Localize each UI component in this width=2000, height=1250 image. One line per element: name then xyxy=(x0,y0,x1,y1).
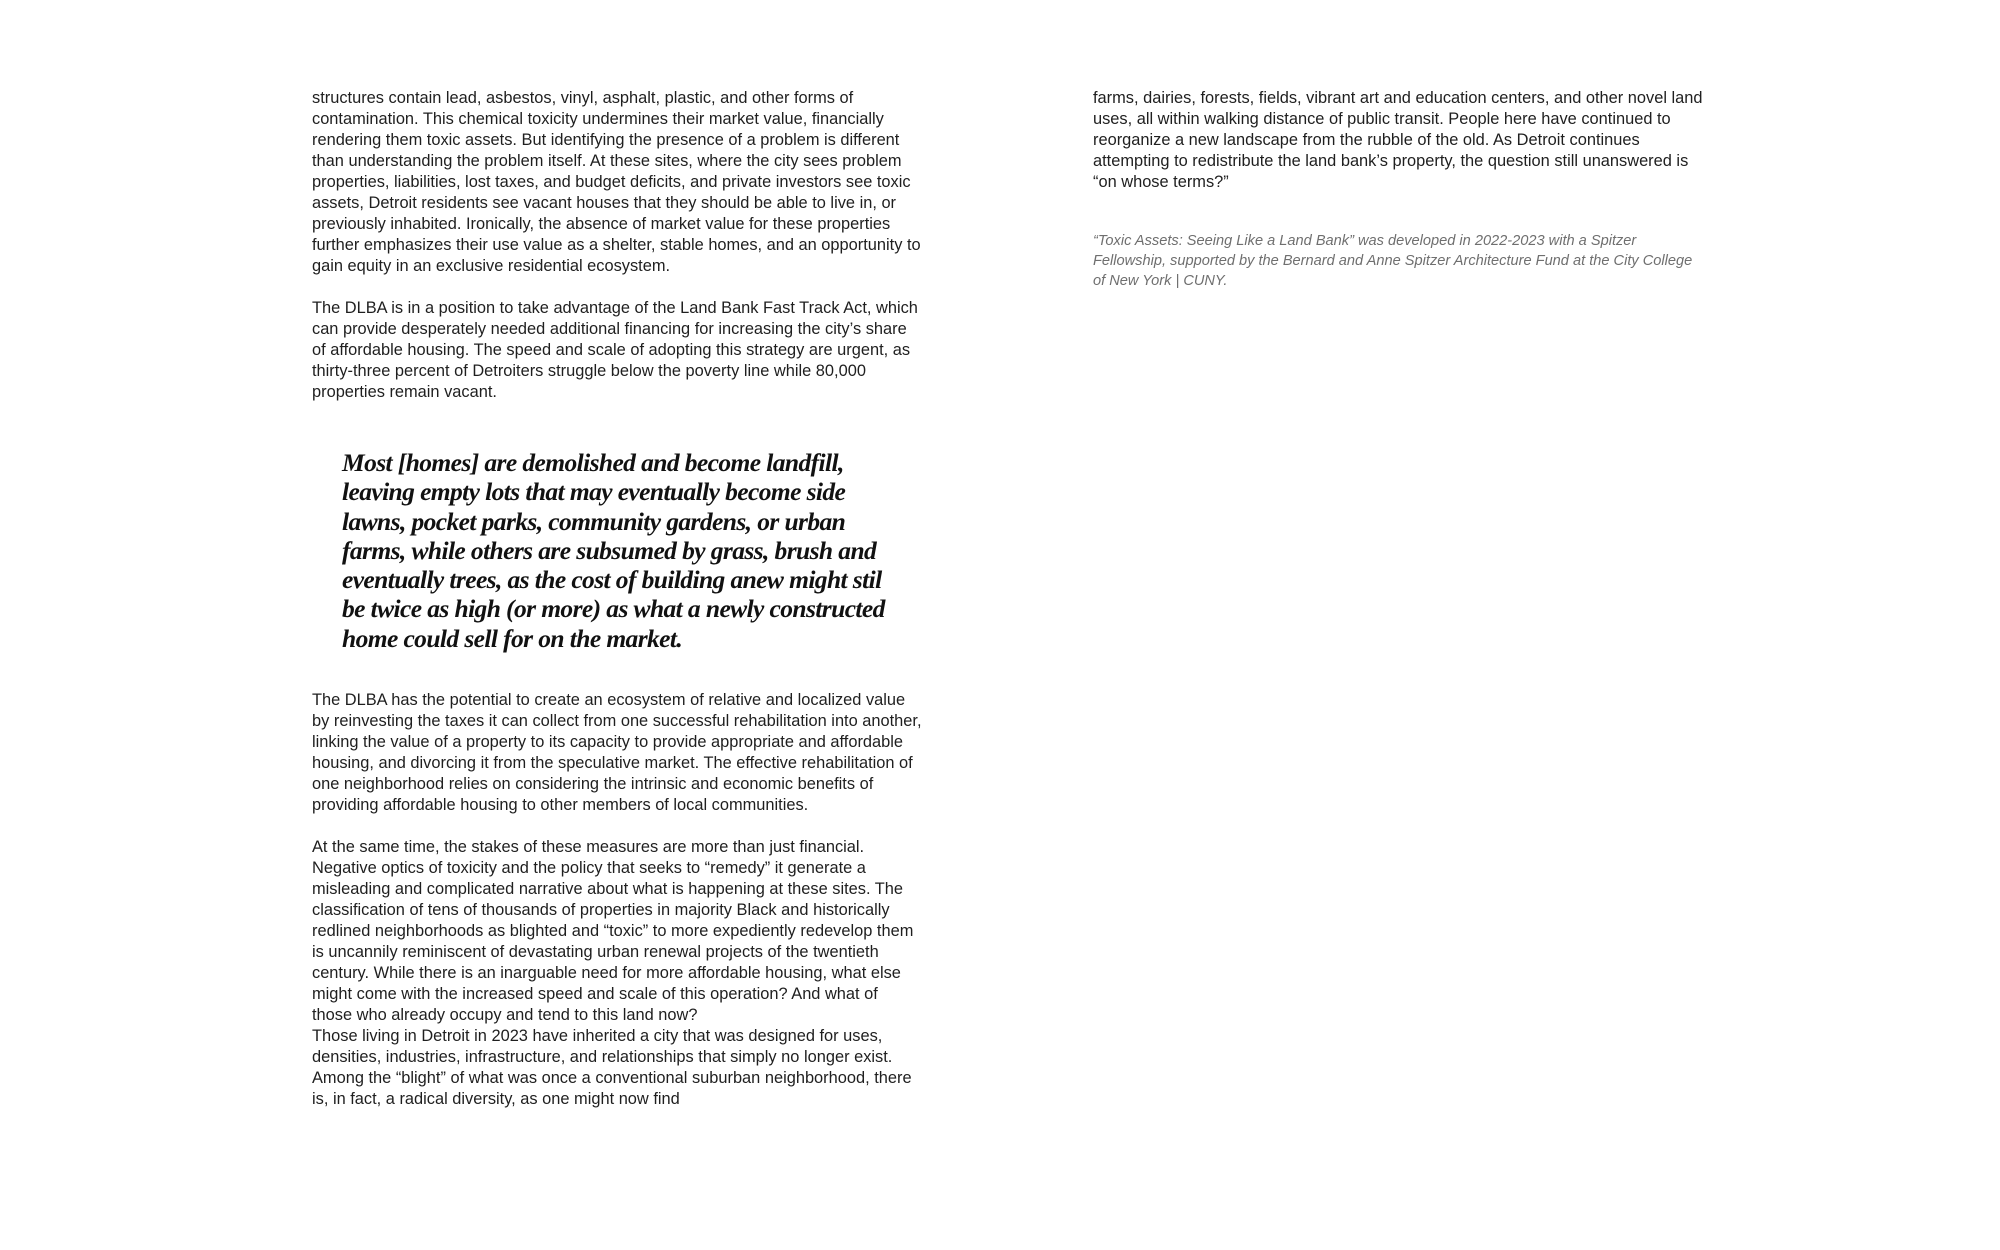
body-paragraph-stakes: At the same time, the stakes of these measures are more than just financial. Negative optics of toxicity and the policy that seeks to “remedy” it generate a misleading and complicated narrative about what is happening at these sites. The classification of tens of thousands of properties in majority Black and historically redlined neighborhoods as blighted and “toxic” to more expediently redevelop them is uncannily reminiscent of devastating urban renewal projects of the twentieth century. While there is an inarguable need for more affordable housing, what else might come with the increased speed and scale of this operation? And what of those who already occupy and tend to this land now? xyxy=(312,838,914,1024)
pull-quote: Most [homes] are demolished and become landfill, leaving empty lots that may eventually become side lawns, pocket parks, community gardens, or urban farms, while others are subsumed by grass, brush and eventually trees, as the cost of building anew might stil be twice as high (or more) as what a newly constructed home could sell for on the market. xyxy=(342,448,885,653)
body-paragraph-ecosystem: The DLBA has the potential to create an ecosystem of relative and localized value by reinvesting the taxes it can collect from one successful rehabilitation into another, linking the value of a property to its capacity to provide appropriate and affordable housing, and divorcing it from the speculative market. The effective rehabilitation of one neighborhood relies on considering the intrinsic and economic benefits of providing affordable housing to other members of local communities. xyxy=(312,691,922,814)
body-paragraph-contamination: structures contain lead, asbestos, vinyl, asphalt, plastic, and other forms of contamination. This chemical toxicity undermines their market value, financially rendering them toxic assets. But identifying the presence of a problem is different than understanding the problem itself. At these sites, where the city sees problem properties, liabilities, lost taxes, and budget deficits, and private investors see toxic assets, Detroit residents see vacant houses that they should be able to live in, or previously inhabited. Ironically, the absence of market value for these properties further emphasizes their use value as a shelter, stable homes, and an opportunity to gain equity in an exclusive residential ecosystem. xyxy=(312,89,921,275)
body-paragraph-detroit-2023: Those living in Detroit in 2023 have inherited a city that was designed for uses, densities, industries, infrastructure, and relationships that simply no longer exist. Among the “blight” of what was once a conventional suburban neighborhood, there is, in fact, a radical diversity, as one might now find xyxy=(312,1027,912,1108)
body-paragraph-fast-track-act: The DLBA is in a position to take advantage of the Land Bank Fast Track Act, which can provide desperately needed additional financing for increasing the city’s share of affordable housing. The speed and scale of adopting this strategy are urgent, as thirty-three percent of Detroiters struggle below the poverty line while 80,000 properties remain vacant. xyxy=(312,299,918,401)
body-paragraph-land-uses: farms, dairies, forests, fields, vibrant art and education centers, and other novel land uses, all within walking distance of public transit. People here have continued to reorganize a new landscape from the rubble of the old. As Detroit continues attempting to redistribute the land bank’s property, the question still unanswered is “on whose terms?” xyxy=(1093,89,1703,191)
left-column-continued xyxy=(312,690,922,1110)
right-column xyxy=(1093,88,1703,291)
credit-caption: “Toxic Assets: Seeing Like a Land Bank” was developed in 2022-2023 with a Spitzer Fellowship, supported by the Bernard and Anne Spitzer Architecture Fund at the City College of New York | CUNY. xyxy=(1093,233,1693,289)
left-column xyxy=(312,88,922,403)
